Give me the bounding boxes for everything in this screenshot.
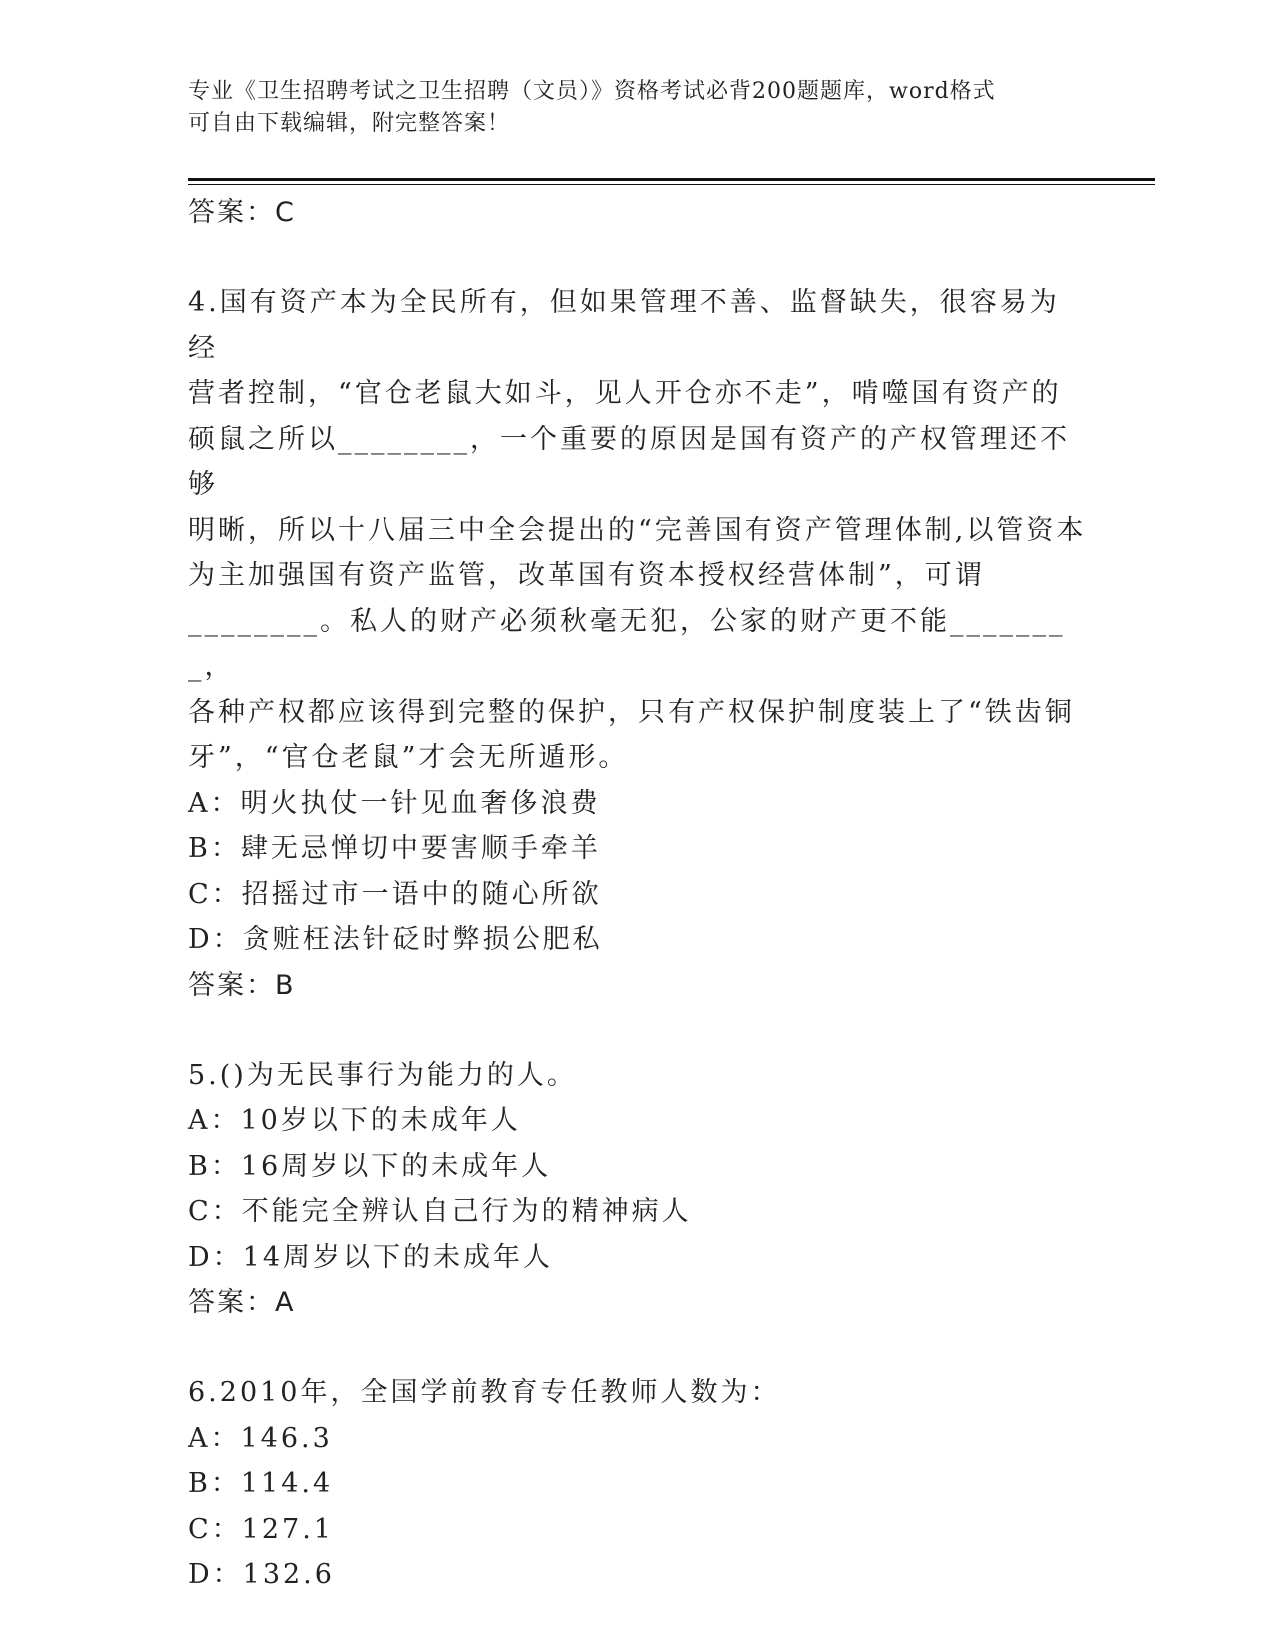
- option-a: A：146.3: [188, 1422, 333, 1454]
- question-6: [188, 1370, 1088, 1598]
- question-stem: 6.2010年，全国学前教育专任教师人数为：: [188, 1377, 781, 1408]
- option-d: D：贪赃枉法针砭时弊损公肥私: [188, 924, 603, 955]
- answer-prev: 答案：C: [188, 197, 296, 228]
- header-title-line-2: 可自由下载编辑，附完整答案！: [188, 111, 511, 136]
- question-stem-line: 营者控制，“官仓老鼠大如斗，见人开仓亦不走”，啃噬国有资产的: [188, 378, 1062, 409]
- option-a: A：10岁以下的未成年人: [188, 1105, 521, 1136]
- question-stem-line: 牙”，“官仓老鼠”才会无所遁形。: [188, 742, 629, 773]
- question-stem-line: 4.国有资产本为全民所有，但如果管理不善、监督缺失，很容易为经: [188, 287, 1060, 364]
- option-a: A：明火执仗一针见血奢侈浪费: [188, 787, 601, 819]
- spacer: [188, 236, 1088, 280]
- header-divider-thin: [188, 184, 1155, 185]
- question-stem-line: ________。私人的财产必须秋毫无犯，公家的财产更不能________，: [188, 605, 1066, 682]
- question-stem-line: 硕鼠之所以________，一个重要的原因是国有资产的产权管理还不够: [188, 423, 1070, 500]
- header-divider-thick: [188, 178, 1155, 181]
- question-stem-line: 为主加强国有资产监管，改革国有资本授权经营体制”，可谓: [188, 560, 985, 591]
- spacer: [188, 1009, 1088, 1053]
- document-body: [188, 190, 1088, 1598]
- question-stem-line: 各种产权都应该得到完整的保护，只有产权保护制度装上了“铁齿铜: [188, 696, 1075, 728]
- option-c: C：127.1: [188, 1513, 334, 1545]
- question-4: [188, 280, 1088, 1009]
- question-stem-line: 明晰，所以十八届三中全会提出的“完善国有资产管理体制,以管资本: [188, 514, 1087, 546]
- header-title-line-1: 专业《卫生招聘考试之卫生招聘（文员）》资格考试必背200题题库，word格式: [188, 79, 996, 104]
- spacer: [188, 1326, 1088, 1370]
- option-d: D：14周岁以下的未成年人: [188, 1241, 554, 1273]
- answer-q5: 答案：A: [188, 1287, 296, 1318]
- document-header: [188, 76, 1088, 140]
- option-b: B：肆无忌惮切中要害顺手牵羊: [188, 833, 601, 864]
- question-stem: 5.()为无民事行为能力的人。: [188, 1059, 577, 1091]
- option-d: D：132.6: [188, 1559, 335, 1590]
- question-5: [188, 1053, 1088, 1327]
- option-b: B：114.4: [188, 1468, 334, 1499]
- option-c: C：招摇过市一语中的随心所欲: [188, 878, 602, 910]
- option-b: B：16周岁以下的未成年人: [188, 1150, 552, 1182]
- answer-q4: 答案：B: [188, 969, 296, 1001]
- option-c: C：不能完全辨认自己行为的精神病人: [188, 1196, 692, 1227]
